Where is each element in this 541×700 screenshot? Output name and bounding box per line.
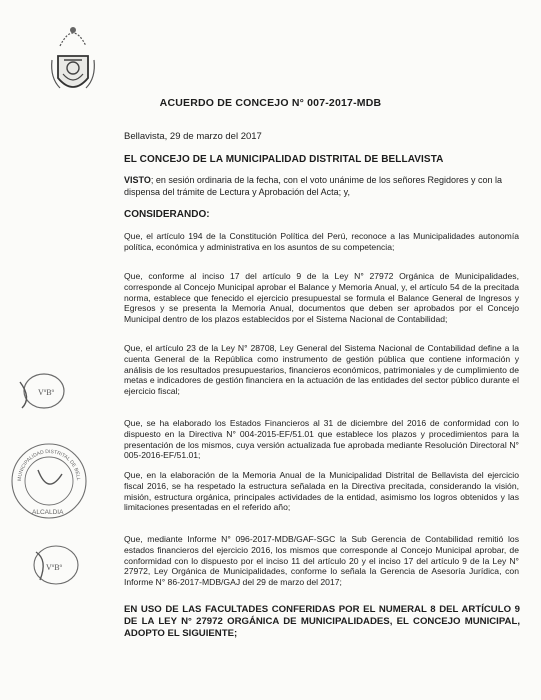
vobo-stamp [26, 540, 86, 590]
paragraph-memoria-anual: Que, en la elaboración de la Memoria Anual de la Municipalidad Distrital de Bellavista del ejercicio fiscal 2016, se ha respetado la estructura señalada en la Directiva precitada, considerando la visión, misión, estructura orgánica, principales actividades de la entidad, asimismo los logros obtenidos y las limitaciones presentadas en el referido año; [124, 470, 519, 513]
municipal-coat-of-arms-icon [48, 16, 98, 104]
vobo-stamp-text: VºBº [46, 563, 63, 572]
mayor-seal-bottom-text: ALCALDIA [32, 509, 64, 516]
document-date: Bellavista, 29 de marzo del 2017 [124, 131, 262, 142]
visto-text: ; en sesión ordinaria de la fecha, con el voto unánime de los señores Regidores y con la dispensa del trámite de Lectura y Aprobación del Acta; y, [124, 175, 503, 197]
paragraph-estados-financieros: Que, se ha elaborado los Estados Financieros al 31 de diciembre del 2016 de conformidad con lo dispuesto en la Directiva N° 004-2015-EF/51.01 que establece los plazos y procedimientos para la presentación de los mismos, cuya versión actualizada fue aprobada mediante Resolución Directoral N° 005-2016-EF/51.01; [124, 418, 519, 461]
document-title: ACUERDO DE CONCEJO N° 007-2017-MDB [159, 97, 382, 109]
initials-stamp [14, 368, 70, 414]
resolution-basis: EN USO DE LAS FACULTADES CONFERIDAS POR EL NUMERAL 8 DEL ARTÍCULO 9 DE LA LEY N° 27972 ORGÁNICA DE MUNICIPALIDADES, EL CONCEJO MUNICIPAL, ADOPTO EL SIGUIENTE; [124, 604, 520, 639]
paragraph-constitution: Que, el artículo 194 de la Constitución Política del Perú, reconoce a las Municipalidades autonomía política, económica y administrativa en los asuntos de su competencia; [124, 231, 519, 252]
considerando-heading: CONSIDERANDO: [124, 209, 210, 220]
paragraph-ley-28708: Que, el artículo 23 de la Ley N° 28708, Ley General del Sistema Nacional de Contabilidad define a la cuenta General de la República como instrumento de gestión pública que contiene información y análisis de los resultados presupuestarios, financieros económicos, patrimoniales y de cumplimiento de metas e indicadores de gestión financiera en la actuación de las entidades del sector público durante el ejercicio fiscal; [124, 343, 519, 397]
mayor-seal-stamp [8, 440, 90, 522]
paragraph-informe-096: Que, mediante Informe N° 096-2017-MDB/GAF-SGC la Sub Gerencia de Contabilidad remitió los estados financieros del ejercicio 2016, los mismos que corresponde al Concejo Municipal aprobar, de conformidad con lo dispuesto por el inciso 11 del artículo 20 y el inciso 17 del artículo 9 de la Ley N° 27972, Ley Orgánica de Municipalidades, conforme lo señala la Gerencia de Asesoría Jurídica, con Informe N° 86-2017-MDB/GAJ del 29 de marzo del 2017; [124, 534, 519, 588]
visto-label: VISTO [124, 175, 151, 185]
paragraph-ley-27972: Que, conforme al inciso 17 del artículo 9 de la Ley N° 27972 Orgánica de Municipalidades, corresponde al Concejo Municipal aprobar el Balance y Memoria Anual, y, el artículo 54 de la precitada norma, establece que fenecido el ejercicio presupuestal se formula el Balance General de Ingresos y Egresos y se presenta la Memoria Anual, documentos que deben ser aprobados por el Concejo Municipal dentro de los plazos establecidos por el Sistema Nacional de Contabilidad; [124, 271, 519, 325]
visto-paragraph [124, 174, 520, 198]
mayor-seal-ring-text: MUNICIPALIDAD DISTRITAL DE BELL [16, 448, 82, 482]
initials-stamp-text: VºBº [38, 388, 55, 397]
council-heading: EL CONCEJO DE LA MUNICIPALIDAD DISTRITAL DE BELLAVISTA [124, 154, 444, 165]
